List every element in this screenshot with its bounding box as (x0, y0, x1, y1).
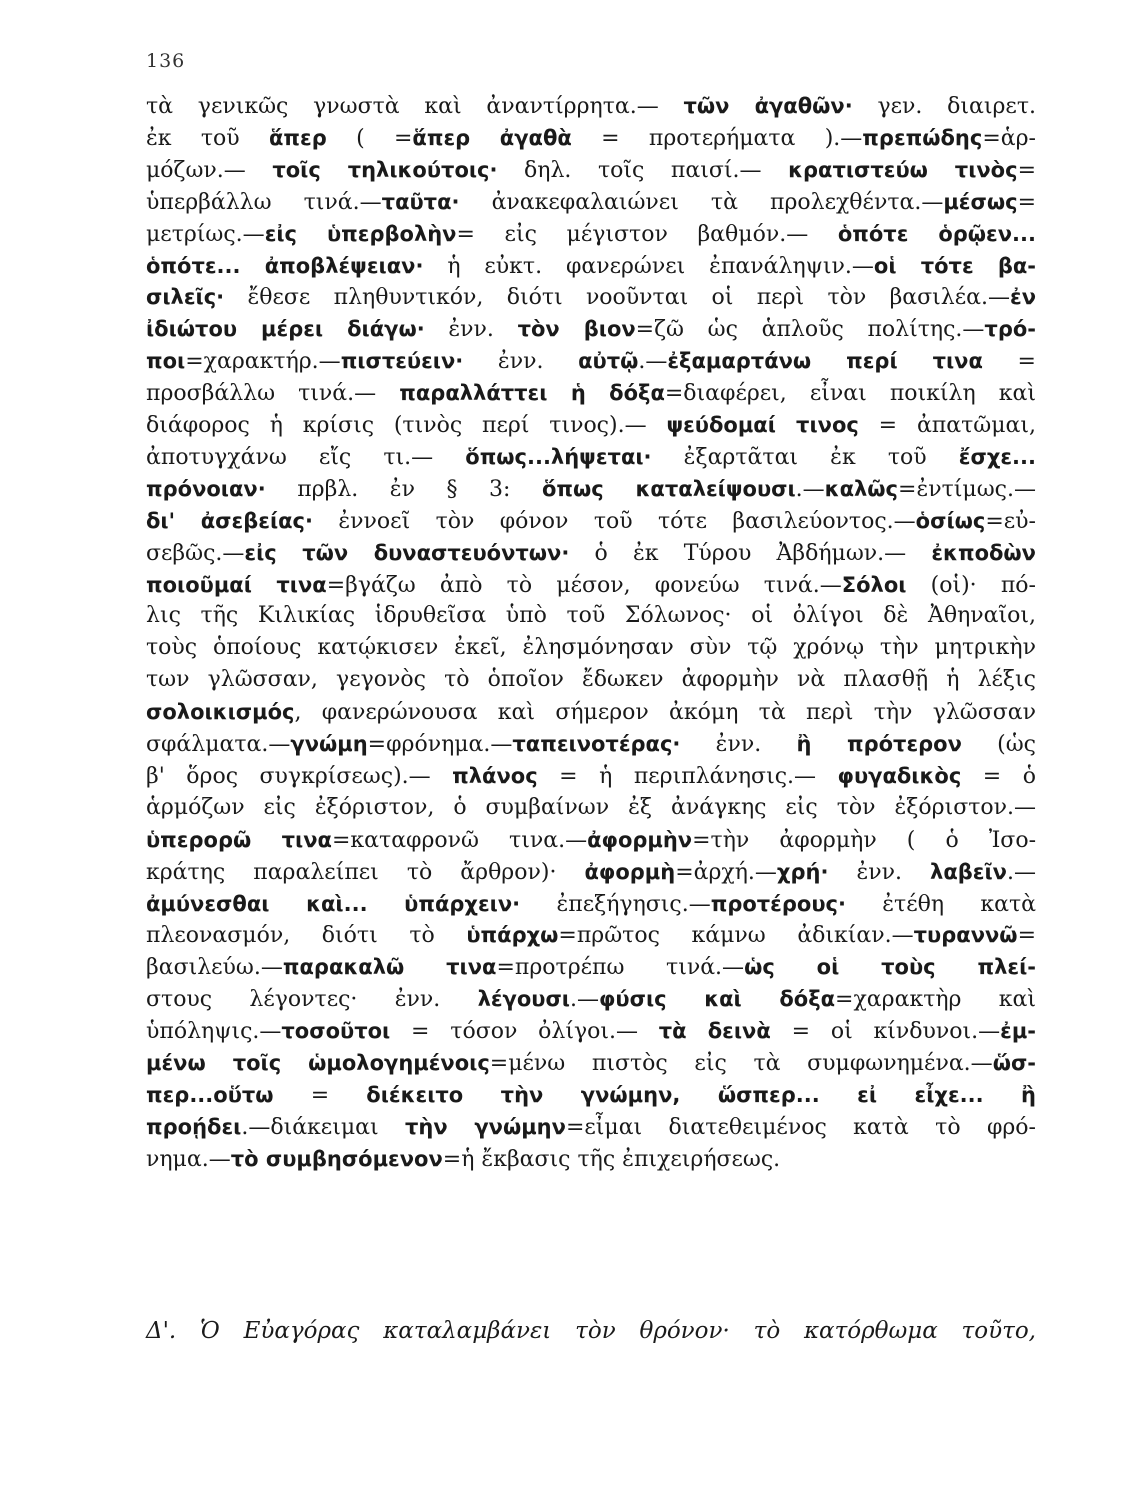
gloss: .— (570, 987, 599, 1013)
lemma: ὁσίως (915, 508, 986, 533)
text-line (146, 186, 1036, 218)
text-line (146, 696, 1036, 728)
lemma: τυραννῶ (913, 923, 1018, 948)
gloss: =ἁρ- (982, 125, 1036, 151)
gloss: ἀνακεφαλαιώνει τὰ προλεχθέντα.— (459, 189, 944, 215)
text-line (146, 345, 1036, 377)
lemma: ἐκποδὼν (931, 540, 1036, 565)
lemma: ἰδιώτου μέρει διάγω· (146, 317, 425, 342)
lemma: ἔσχε... (958, 444, 1036, 469)
gloss: =καταφρονῶ τινα.— (331, 827, 588, 853)
lemma: χρή· (776, 859, 829, 884)
gloss: ὁ ἐκ Τύρου Ἀβδήμων.— (569, 540, 932, 566)
gloss: διάφορος ἡ κρίσις (τινὸς περί τινος).— (146, 413, 667, 438)
gloss: =διαφέρει, εἶναι ποικίλη καὶ (664, 381, 1036, 407)
gloss: των γλῶσσαν, γεγονὸς τὸ ὁποῖον ἔδωκεν ἀφορμὴν νὰ πλασθῇ ἡ λέξις (146, 667, 1036, 693)
lemma: ὥσ- (992, 1051, 1037, 1075)
gloss: ἁρμόζων εἰς ἐξόριστον, ὁ συμβαίνων ἐξ ἀνάγκης εἰς τὸν ἐξόριστον.— (146, 794, 1036, 820)
lemma: πλάνος (452, 763, 538, 788)
text-line (146, 792, 1036, 824)
gloss: ἐνν. (424, 317, 518, 343)
lemma: ἀφορμὴ (584, 859, 676, 884)
lemma: ἀμύνεσθαι καὶ... ὑπάρχειν· (146, 891, 521, 916)
text-line (146, 600, 1036, 632)
lemma: ὑπάρχω (466, 923, 559, 948)
gloss: ὑπερβάλλω τινά.— (146, 189, 382, 215)
lemma: μένω τοῖς ὡμολογημένοις (146, 1051, 490, 1075)
gloss: = (1017, 923, 1036, 949)
lemma: δι' ἀσεβείας· (146, 508, 313, 533)
lemma: τὴν γνώμην (405, 1114, 566, 1139)
gloss: τὰ γενικῶς γνωστὰ καὶ ἀναντίρρητα.— (146, 94, 684, 119)
lemma: κρατιστεύω τινὸς (788, 157, 1018, 182)
lemma: τοσοῦτοι (281, 1019, 391, 1044)
gloss: (οἱ)· πό- (906, 572, 1036, 598)
lemma: τὸν βιον (517, 317, 636, 342)
gloss: τοὺς ὁποίους κατῴκισεν ἐκεῖ, ἐλησμόνησαν σὺν τῷ χρόνῳ τὴν μητρικὴν (146, 635, 1036, 661)
lemma: καλῶς (824, 476, 899, 501)
lemma: σιλεῖς· (146, 285, 225, 310)
gloss: .— (1006, 859, 1036, 885)
lemma: τῶν ἀγαθῶν· (683, 94, 853, 118)
text-line (146, 122, 1036, 154)
gloss: ἡ εὐκτ. φανερώνει ἐπανάληψιν.— (423, 253, 874, 279)
text-line (146, 760, 1036, 792)
lemma: φυγαδικὸς (837, 763, 962, 788)
lemma: εἰς τῶν δυναστευόντων· (244, 540, 570, 565)
gloss: ἐτέθη κατὰ (845, 891, 1037, 917)
gloss: γεν. διαιρετ. (852, 94, 1036, 119)
lemma: ταπεινοτέρας· (512, 732, 681, 756)
gloss: .— (638, 349, 668, 375)
gloss: =χαρακτήρ.— (185, 349, 341, 375)
lemma: διέκειτο τὴν γνώμην, ὥσπερ... εἰ εἶχε... ἢ (366, 1082, 1036, 1107)
lemma: σολοικισμός (146, 700, 295, 725)
gloss: = ἀπατῶμαι, (858, 413, 1036, 438)
text-line (146, 569, 1036, 601)
gloss: (ὡς (961, 732, 1036, 757)
gloss: λις τῆς Κιλικίας ἱδρυθεῖσα ὑπὸ τοῦ Σόλωνος· οἱ ὀλίγοι δὲ Ἀθηναῖοι, (146, 603, 1036, 629)
text-line (146, 154, 1036, 186)
text-line (146, 1143, 1036, 1175)
gloss: =ζῶ ὡς ἁπλοῦς πολίτης.— (635, 317, 985, 343)
lemma: ποι (146, 349, 186, 374)
lemma: ἀφορμὴν (587, 827, 693, 852)
lemma: αὐτῷ (578, 349, 639, 374)
gloss: β' ὅρος συγκρίσεως).— (146, 763, 453, 789)
lemma: ψεύδομαί τινος (666, 413, 859, 437)
lemma: πιστεύειν· (340, 349, 464, 374)
text-line (146, 664, 1036, 696)
text-line (146, 1079, 1036, 1111)
lemma: ἅπερ ἀγαθὰ (412, 125, 572, 150)
text-line (146, 1111, 1036, 1143)
gloss: = (273, 1082, 367, 1108)
lemma: ἢ πρότερον (796, 732, 962, 756)
text-line (146, 919, 1036, 951)
lemma: ὑπερορῶ τινα (146, 827, 332, 852)
gloss: ἐκ τοῦ (146, 125, 269, 151)
gloss: ἐνν. (680, 732, 797, 757)
gloss: σφάλματα.— (146, 732, 291, 757)
lemma: οἱ τότε βα- (873, 253, 1037, 278)
text-line (146, 983, 1036, 1015)
gloss: =προτρέπω τινά.— (496, 955, 745, 981)
section-heading: Δ'. Ὁ Εὐαγόρας καταλαμβάνει τὸν θρόνον· τὸ κατόρθωμα τοῦτο, (146, 1318, 1036, 1344)
lemma: λέγουσι (477, 987, 570, 1012)
gloss: ἀποτυγχάνω εἴς τι.— (146, 444, 466, 470)
gloss: = προτερήματα ).— (571, 125, 863, 151)
text-line (146, 409, 1036, 441)
gloss: =εὐ- (985, 508, 1036, 534)
lemma: προῄδει (146, 1114, 242, 1139)
text-line (146, 441, 1036, 473)
lemma: τρό- (984, 317, 1036, 342)
gloss: =χαρακτὴρ καὶ (835, 987, 1036, 1013)
lemma: γνώμη (290, 732, 368, 756)
gloss: .—διάκειμαι (241, 1114, 405, 1140)
gloss: .— (795, 476, 825, 502)
lemma: ἐν (1010, 285, 1036, 310)
gloss: =εἶμαι διατεθειμένος κατὰ τὸ φρό- (565, 1114, 1036, 1140)
gloss: =ἀρχή.— (675, 859, 777, 885)
lemma: ὁπότε... ἀποβλέψειαν· (146, 253, 424, 278)
text-line (146, 888, 1036, 920)
lemma: φύσις καὶ δόξα (599, 987, 836, 1012)
gloss: =ἐντίμως.— (898, 476, 1036, 502)
gloss: , φανερώνουσα καὶ σήμερον ἀκόμη τὰ περὶ τὴν γλῶσσαν (294, 700, 1036, 726)
gloss: μόζων.— (146, 157, 273, 183)
gloss: =φρόνημα.— (367, 732, 513, 757)
gloss: = ὁ (961, 763, 1036, 789)
lemma: ὅπως καταλείψουσι (541, 476, 796, 501)
lemma: μέσως (943, 189, 1018, 214)
text-line (146, 313, 1036, 345)
gloss: δηλ. τοῖς παισί.— (497, 157, 789, 183)
gloss: ἐννοεῖ τὸν φόνον τοῦ τότε βασιλεύοντος.— (312, 508, 916, 534)
gloss: νημα.— (146, 1146, 231, 1172)
text-line (146, 1047, 1036, 1079)
lemma: ὡς οἱ τοὺς πλεί- (744, 955, 1036, 980)
gloss: βασιλεύω.— (146, 955, 283, 981)
gloss: κράτης παραλείπει τὸ ἄρθρον)· (146, 859, 585, 885)
gloss: ἐνν. (828, 859, 931, 885)
text-line (146, 824, 1036, 856)
lemma: προτέρους· (710, 891, 846, 916)
text-line (146, 250, 1036, 282)
lemma: τὸ συμβησόμενον (230, 1146, 443, 1171)
gloss: = οἱ κίνδυνοι.— (770, 1019, 1001, 1045)
lemma: ὅπως...λήψεται· (465, 444, 652, 469)
gloss: =ἡ ἔκβασις τῆς ἐπιχειρήσεως. (442, 1146, 781, 1172)
gloss: ὑπόληψις.— (146, 1019, 282, 1045)
text-line (146, 505, 1036, 537)
lemma: περ...οὕτω (146, 1082, 274, 1107)
gloss: ἔθεσε πληθυντικόν, διότι νοοῦνται οἱ περὶ τὸν βασιλέα.— (224, 285, 1010, 311)
text-line (146, 281, 1036, 313)
gloss: ἐνν. (463, 349, 579, 375)
lemma: εἰς ὑπερβολὴν (264, 221, 457, 246)
gloss: ἐπεξήγησις.— (520, 891, 711, 917)
gloss: μετρίως.— (146, 221, 265, 247)
lemma: ἐμ- (1000, 1019, 1036, 1044)
text-line (146, 632, 1036, 664)
lemma: πρεπώδης (862, 125, 983, 150)
gloss: = (1017, 189, 1036, 215)
lemma: τὰ δεινὰ (658, 1019, 771, 1044)
lemma: πρόνοιαν· (146, 476, 266, 501)
lemma: ταῦτα· (381, 189, 460, 214)
gloss: = (1017, 157, 1036, 183)
lemma: τοῖς τηλικούτοις· (272, 157, 498, 182)
lemma: ποιοῦμαί τινα (146, 572, 327, 597)
lemma: παραλλάττει ἡ δόξα (399, 381, 665, 406)
lemma: ἅπερ (268, 125, 327, 150)
text-line (146, 90, 1036, 122)
gloss: στους λέγοντες· (146, 987, 358, 1013)
lemma: Σόλοι (841, 572, 907, 597)
text-line (146, 856, 1036, 888)
gloss: πλεονασμόν, διότι τὸ (146, 923, 467, 949)
gloss: = εἰς μέγιστον βαθμόν.— (456, 221, 838, 247)
gloss: = (982, 349, 1036, 375)
lemma: παρακαλῶ τινα (282, 955, 497, 980)
gloss: σεβῶς.— (146, 540, 245, 566)
gloss: πρβλ. ἐν § 3: (265, 476, 542, 502)
text-line (146, 951, 1036, 983)
gloss: =τὴν ἀφορμὴν ( ὁ Ἰσο- (692, 827, 1037, 853)
lemma: ἐξαμαρτάνω περί τινα (667, 349, 983, 374)
text-line (146, 377, 1036, 409)
gloss: = ἡ περιπλάνησις.— (537, 763, 838, 789)
gloss: προσβάλλω τινά.— (146, 381, 400, 407)
gloss: =πρῶτος κάμνω ἀδικίαν.— (558, 923, 914, 949)
text-line (146, 728, 1036, 760)
gloss: ἐξαρτᾶται ἐκ τοῦ (651, 444, 959, 470)
gloss: ( = (326, 125, 413, 151)
lemma: ὁπότε ὁρῷεν... (837, 221, 1036, 246)
gloss: = τόσον ὀλίγοι.— (390, 1019, 659, 1045)
gloss: ἐνν. (357, 987, 478, 1013)
text-line (146, 537, 1036, 569)
page-number: 136 (146, 50, 186, 72)
text-line (146, 218, 1036, 250)
text-line (146, 1015, 1036, 1047)
gloss: =βγάζω ἀπὸ τὸ μέσον, φονεύω τινά.— (326, 572, 842, 598)
lemma: λαβεῖν (930, 859, 1007, 884)
text-line (146, 473, 1036, 505)
gloss: =μένω πιστὸς εἰς τὰ συμφωνημένα.— (489, 1051, 993, 1076)
